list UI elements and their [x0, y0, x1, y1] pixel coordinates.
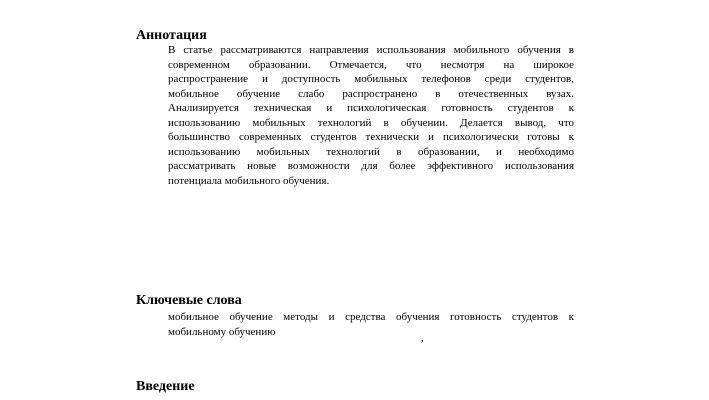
- keywords-line: мобильное обучение методы и средства обучения готовность студентов к: [168, 311, 574, 323]
- abstract-line: потенциала мобильного обучения.: [168, 174, 330, 187]
- keywords-heading: Ключевые слова: [136, 293, 242, 308]
- abstract-line: мобильное обучение слабо распространено в отечественных вузах.: [168, 87, 574, 100]
- abstract-line: большинство современных студентов технически и психологически готовы к: [168, 131, 574, 143]
- abstract-line: В статье рассматриваются направления использования мобильного обучения в: [168, 44, 574, 56]
- abstract-line: рассматривать новые возможности для более эффективного использования: [168, 160, 574, 172]
- abstract-text: [168, 43, 574, 188]
- abstract-line: использованию мобильных технологий в образовании, и необходимо: [168, 145, 574, 158]
- introduction-heading: Введение: [136, 379, 195, 394]
- abstract-line: использованию мобильных технологий в обучении. Делается вывод, что: [168, 116, 574, 129]
- abstract-line: Анализируется техническая и психологическая готовность студентов к: [168, 102, 574, 114]
- keywords-line: мобильному обучению: [168, 325, 276, 338]
- stray-comma: ,: [421, 332, 424, 344]
- abstract-line: современном образовании. Отмечается, что несмотря на широкое: [168, 58, 574, 71]
- abstract-line: распространение и доступность мобильных телефонов среди студентов,: [168, 73, 574, 85]
- keywords-text: [168, 310, 574, 339]
- abstract-heading: Аннотация: [136, 28, 207, 43]
